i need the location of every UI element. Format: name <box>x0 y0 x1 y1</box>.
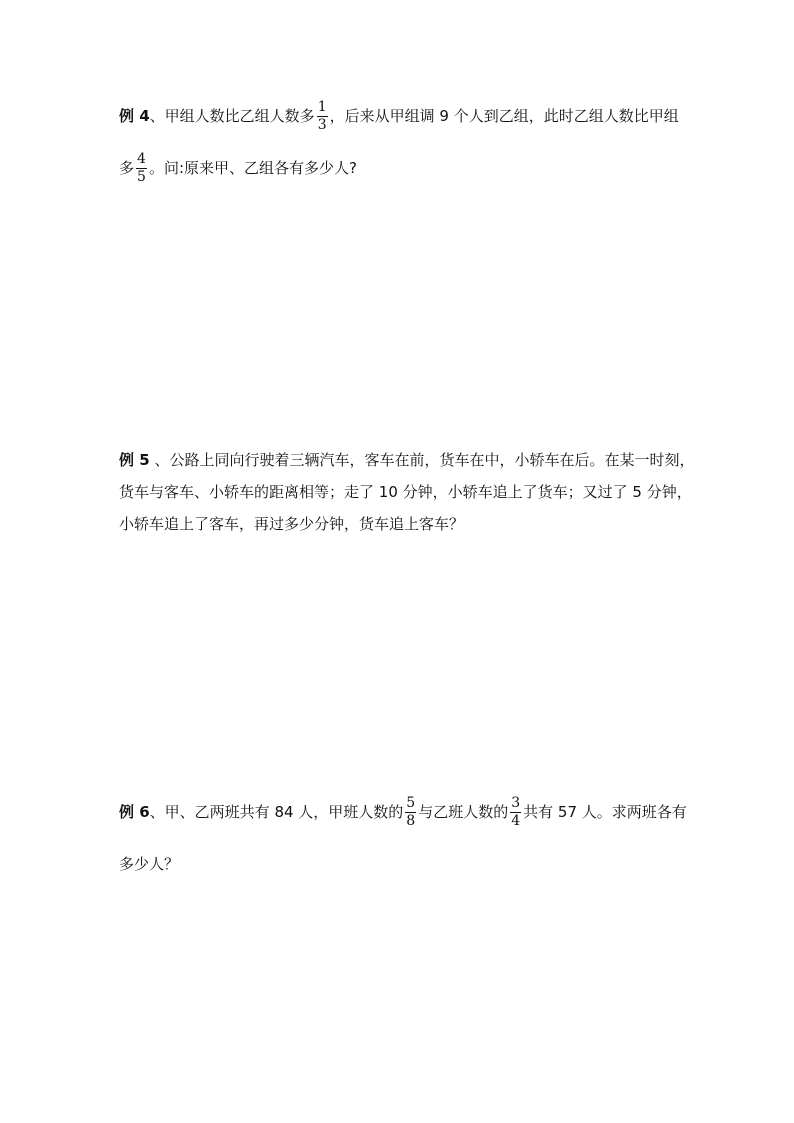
problem-4-text-d: 。问:原来甲、乙组各有多少人? <box>148 159 357 177</box>
fraction-numerator: 5 <box>406 795 416 811</box>
problem-6-text-b: 与乙班人数的 <box>418 803 509 821</box>
problem-6-label: 例 6 <box>119 803 150 821</box>
problem-6-text-c: 共有 57 人。求两班各有 <box>523 803 687 821</box>
fraction-denominator: 3 <box>317 117 327 133</box>
fraction-three-quarters <box>510 795 521 830</box>
fraction-denominator: 4 <box>511 813 521 829</box>
problem-example-6 <box>119 793 709 897</box>
fraction-four-fifths <box>136 151 147 186</box>
fraction-numerator: 1 <box>317 99 327 115</box>
fraction-five-eighths <box>405 795 416 830</box>
fraction-numerator: 4 <box>137 151 146 167</box>
fraction-numerator: 3 <box>511 795 521 811</box>
problem-4-line-2 <box>119 149 709 201</box>
fraction-denominator: 5 <box>137 169 146 185</box>
fraction-denominator: 8 <box>406 813 416 829</box>
problem-5-line-1 <box>119 447 709 479</box>
problem-6-line-1 <box>119 793 709 845</box>
problem-4-line-1 <box>119 97 709 149</box>
problem-4-text-b: ，后来从甲组调 9 个人到乙组，此时乙组人数比甲组 <box>329 107 679 125</box>
problem-5-line-3: 小轿车追上了客车，再过多少分钟，货车追上客车？ <box>119 515 465 533</box>
problem-6-line-2: 多少人？ <box>119 855 180 873</box>
problem-5-text-a: 、公路上同向行驶着三辆汽车，客车在前，货车在中，小轿车在后。在某一时刻， <box>149 451 695 469</box>
problem-example-4 <box>119 97 709 201</box>
problem-5-line-2: 货车与客车、小轿车的距离相等；走了 10 分钟，小轿车追上了货车；又过了 5 分钟， <box>119 483 692 501</box>
problem-example-5 <box>119 447 709 543</box>
problem-4-text-c: 多 <box>119 159 135 177</box>
problem-5-label: 例 5 <box>119 451 150 469</box>
problem-4-text-a: 、甲组人数比乙组人数多 <box>149 107 315 125</box>
problem-4-label: 例 4 <box>119 107 150 125</box>
fraction-one-third <box>317 99 328 134</box>
problem-6-text-a: 、甲、乙两班共有 84 人，甲班人数的 <box>149 803 404 821</box>
